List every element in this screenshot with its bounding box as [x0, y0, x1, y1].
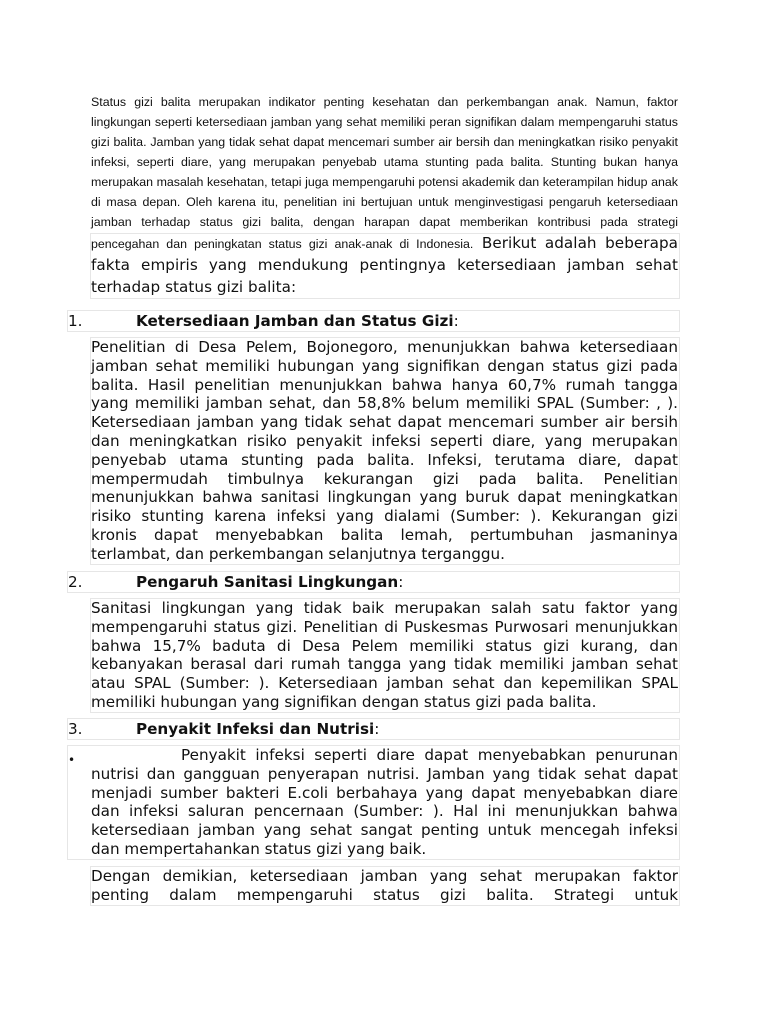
section-1-heading [67, 310, 680, 332]
section-title-text: Ketersediaan Jamban dan Status Gizi [136, 312, 454, 330]
section-colon: : [374, 720, 380, 738]
section-1-body: Penelitian di Desa Pelem, Bojonegoro, menunjukkan bahwa ketersediaan jamban sehat memiliki hubungan yang signifikan dengan status gizi pada balita. Hasil penelitian menunjukkan bahwa hanya 60,7% rumah tangga yang memiliki jamban sehat, dan 58,8% belum memiliki SPAL (Sumber: , ). Ketersediaan jamban yang tidak sehat dapat mencemari sumber air bersih dan meningkatkan risiko penyakit infeksi seperti diare, yang merupakan penyebab utama stunting pada balita. Infeksi, terutama diare, dapat mempermudah timbulnya kekurangan gizi pada balita. Penelitian menunjukkan bahwa sanitasi lingkungan yang buruk dapat meningkatkan risiko stunting karena infeksi yang dialami (Sumber: ). Kekurangan gizi kronis dapat menyebabkan balita lemah, pertumbuhan jasmaninya terlambat, dan perkembangan selanjutnya terganggu. [91, 338, 678, 563]
section-title-text: Pengaruh Sanitasi Lingkungan [136, 573, 399, 591]
section-colon: : [453, 312, 459, 330]
section-number: 2. [68, 573, 83, 591]
section-title [136, 719, 379, 739]
section-title-text: Penyakit Infeksi dan Nutrisi [136, 720, 375, 738]
bullet-marker: • [68, 753, 76, 767]
section-2-body: Sanitasi lingkungan yang tidak baik merupakan salah satu faktor yang mempengaruhi status gizi. Penelitian di Puskesmas Purwosari menunjukkan bahwa 15,7% baduta di Desa Pelem memiliki status gizi kurang, dan kebanyakan berasal dari rumah tangga yang tidak memiliki jamban sehat atau SPAL (Sumber: ). Ketersediaan jamban sehat dan kepemilikan SPAL memiliki hubungan yang signifikan dengan status gizi pada balita. [91, 599, 678, 711]
section-3-heading [67, 718, 680, 740]
section-3-body: Penyakit infeksi seperti diare dapat menyebabkan penurunan nutrisi dan gangguan penyerapan nutrisi. Jamban yang tidak sehat dapat menjadi sumber bakteri E.coli berbahaya yang dapat menyebabkan diare dan infeksi saluran pencernaan (Sumber: ). Hal ini menunjukkan bahwa ketersediaan jamban yang sehat sangat penting untuk mencegah infeksi dan mempertahankan status gizi yang baik. [91, 746, 678, 858]
section-title [136, 311, 459, 331]
section-number: 3. [68, 720, 83, 738]
section-2-heading [67, 571, 680, 593]
intro-continuation: Berikut adalah beberapa fakta empiris yang mendukung pentingnya ketersediaan jamban sehat terhadap status gizi balita: [91, 234, 678, 296]
closing-paragraph: Dengan demikian, ketersediaan jamban yang sehat merupakan faktor penting dalam mempengaruhi status gizi balita. Strategi untuk [91, 867, 678, 904]
section-number: 1. [68, 312, 83, 330]
section-title [136, 572, 403, 592]
intro-paragraph [91, 92, 678, 298]
intro-text: Status gizi balita merupakan indikator penting kesehatan dan perkembangan anak. Namun, faktor lingkungan seperti ketersediaan jamban yang sehat memiliki peran signifikan dalam mempengaruhi status gizi balita. Jamban yang tidak sehat dapat mencemari sumber air bersih dan meningkatkan risiko penyakit infeksi, seperti diare, yang merupakan penyebab utama stunting pada balita. Stunting bukan hanya merupakan masalah kesehatan, tetapi juga mempengaruhi potensi akademik dan keterampilan hidup anak di masa depan. Oleh karena itu, penelitian ini bertujuan untuk menginvestigasi pengaruh ketersediaan jamban terhadap status gizi balita, dengan harapan dapat memberikan kontribusi pada strategi pencegahan dan peningkatan status gizi anak-anak di Indonesia. [91, 95, 678, 251]
section-colon: : [398, 573, 404, 591]
